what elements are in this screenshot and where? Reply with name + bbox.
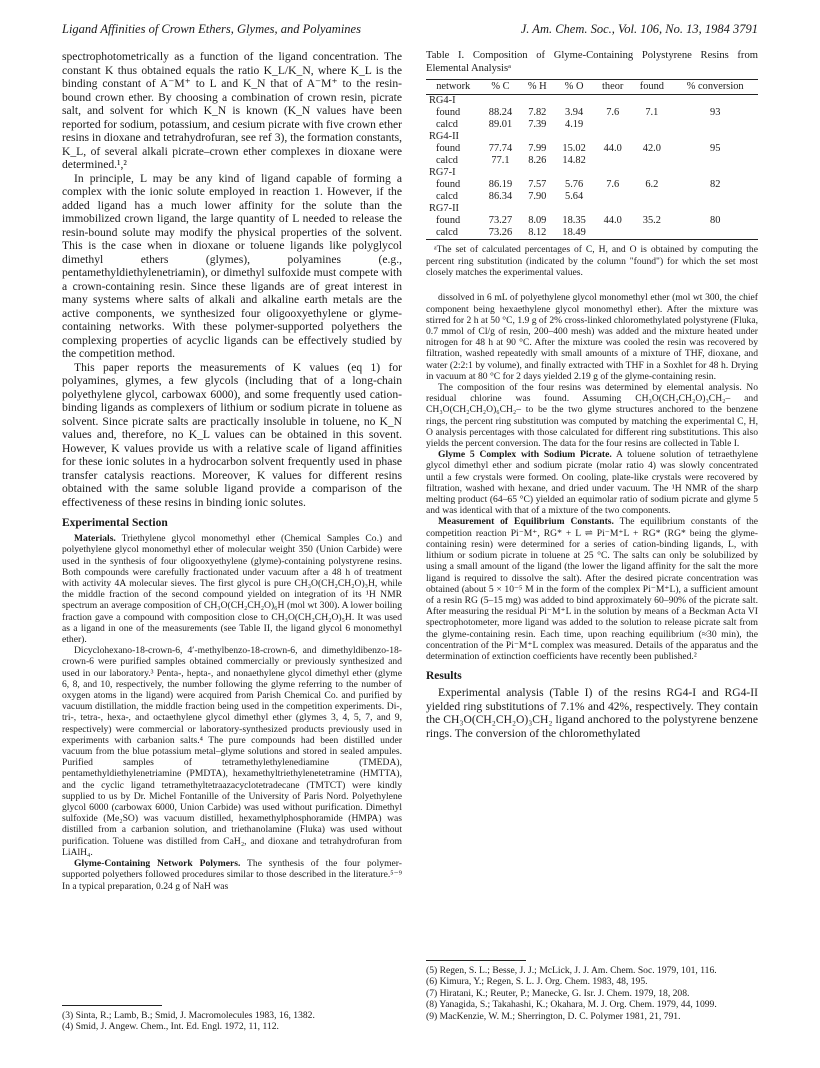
reference: (9) MacKenzie, W. M.; Sherrington, D. C. Polymer 1981, 21, 791. <box>426 1010 681 1022</box>
table-row <box>426 203 758 215</box>
paragraph-text: The equilibrium constants of the competition reaction Pi⁻M⁺, RG* + L ⇌ Pi⁻M⁺L + RG* (RG* being the glyme-containing resin) were determined for a series of cation-binding ligands, L, with lithium or sodium picrate in toluene at 25 °C. The salts can only be solubilized by using a small amount of the ligand (the lower the ligand affinity for the salt the more ligand is required to dissolve the salt). After the desired picrate concentration was obtained (about 5 × 10⁻⁵ M in the form of the complex Pi⁻M⁺L), a sufficient amount of a resin RG (5–15 mg) was added to bind approximately 60–90% of the picrate salt. After measuring the residual Pi⁻M⁺L in the solution by means of a Beckman Acta VI spectrophotometer, more ligand was added to the solution to release picrate salt from the glyme-containing resin. Each time, upon reaching equilibrium (≈30 min), the concentration of the Pi⁻M⁺L complex was measured. Details of the apparatus and the determination of extinction coefficients have recently been published.² <box>426 516 759 662</box>
row-label: calcd <box>436 227 458 239</box>
footnote-rule <box>426 960 526 961</box>
table-cell: 80 <box>710 215 721 227</box>
table-row <box>426 191 758 203</box>
table-cell: 3.94 <box>565 107 584 119</box>
table-cell: 73.27 <box>488 215 513 227</box>
table-cell: 86.19 <box>488 179 513 191</box>
table-row <box>426 95 758 108</box>
reference: (3) Sinta, R.; Lamb, B.; Smid, J. Macromolecules 1983, 16, 1382. <box>62 1010 315 1021</box>
table-cell: 7.57 <box>528 179 547 191</box>
section-heading: Experimental Section <box>62 517 168 529</box>
run-in-heading: Measurement of Equilibrium Constants. <box>438 516 614 528</box>
paragraph: In principle, L may be any kind of ligand capable of forming a complex with the ionic solute employed in reaction 1. However, if the added ligand has a much lower affinity for the solute than the immobilized crown ligand, the large quantity of L needed to release the resin-bound solute may modify the physical properties of the solvent. This is the case when in dioxane or toluene ligands like polyglycol dimethyl ethers (glymes), polyamines (e.g., pentamethyldiethylenetriamin), or dimethyl sulfoxide must compete with a crown-containing resin. Since these ligands are of great interest in many systems where salts of alkali and alkaline earth metals are the active components, we synthesized four oligooxyethylene or glyme-containing networks. With these polymer-supported polyethers the complexing properties of acyclic ligands can be effectively studied by the competition method. <box>62 171 402 360</box>
composition-table <box>426 79 758 240</box>
table-cell: 89.01 <box>488 119 513 131</box>
table-cell: 8.09 <box>528 215 547 227</box>
reference: (8) Yanagida, S.; Takahashi, K.; Okahara, M. J. Org. Chem. 1979, 44, 1099. <box>426 999 717 1011</box>
footnote-references <box>426 960 758 1022</box>
table-cell: 8.12 <box>528 227 547 239</box>
table-cell: 14.82 <box>562 155 586 167</box>
reference: (7) Hiratani, K.; Reuter, P.; Manecke, G. Isr. J. Chem. 1979, 18, 208. <box>426 987 690 999</box>
paragraph-text: A toluene solution of tetraethylene glycol dimethyl ether and sodium picrate (molar ratio 4) was slowly concentrated until a few crystals were formed. On cooling, plate-like crystals were recovered by filtration, washed with hexane, and dried under vacuum. The ¹H NMR of the sharp melting product (64–65 °C) yielded an equimolar ratio of sodium picrate and glyme 5 and was identical with that of a mixture of the two components. <box>426 449 758 517</box>
table-cell: 8.26 <box>528 155 547 167</box>
column-header: network <box>436 81 471 92</box>
table-cell: 86.34 <box>488 191 513 203</box>
row-label: found <box>436 107 461 119</box>
column-header: % C <box>491 81 510 92</box>
table-row <box>426 155 758 167</box>
table-cell: 7.82 <box>528 107 547 119</box>
footnote-rule <box>62 1005 162 1006</box>
table-row <box>426 131 758 143</box>
table-cell: 93 <box>710 107 721 119</box>
column-header: theor <box>602 81 624 92</box>
table-row <box>426 143 758 155</box>
row-label: calcd <box>436 191 458 203</box>
table-cell: 82 <box>710 179 721 191</box>
network-name: RG4-I <box>429 95 456 107</box>
table-cell: 73.26 <box>488 227 513 239</box>
table-row <box>426 119 758 131</box>
table-footnote: ᵃThe set of calculated percentages of C, H, and O is obtained by computing the percent ring substitution (indicated by the column "found") for which the set most closely matches the experimental values. <box>426 244 758 279</box>
paragraph-text: The synthesis of the four polymer-supported polyethers followed procedures similar to those described in the literature.⁵⁻⁹ In a typical preparation, 0.24 g of NaH was <box>62 858 402 892</box>
table-row <box>426 107 758 119</box>
column-header: % conversion <box>686 81 744 92</box>
paragraph: This paper reports the measurements of K values (eq 1) for polyamines, glymes, a few glycols (including that of a long-chain polyethylene glycol, carbowax 6000), and some frequently used cation-binding ligands as complexers of lithium or sodium picrate in toluene as solvent. Since picrate salts are practically insoluble in toluene, no K_N values and, therefore, no K_L values can be obtained in this sovent. However, K values provide us with a relative scale of ligand affinities for these ionic solutes in a hydrocarbon solvent frequently used in phase transfer catalysis reactions. Moreover, K values for different resins obtained with the same soluble ligand provide a comparison of the effectiveness of these resins in binding ionic solutes. <box>62 360 402 509</box>
running-title: Ligand Affinities of Crown Ethers, Glymes, and Polyamines <box>62 22 361 36</box>
table-cell: 18.35 <box>562 215 586 227</box>
paragraph: Dicyclohexano-18-crown-6, 4′-methylbenzo-18-crown-6, and dimethyldibenzo-18-crown-6 were purified samples obtained commercially or previously synthesized and used in our laboratory.³ Penta-, hepta-, and nonaethylene glycol dimethyl ether (glyme 6, 8, and 10, respectively, the number following the glyme referring to the number of oxygen atoms in the ligand) were acquired from Parish Chemical Co. and purified by vacuum distillation, the middle fraction being used in the competition experiments. Di-, tri-, tetra-, hexa-, and octaethylene glycol dimethyl ether (glymes 3, 4, 5, 7, and 9, respectively) were commercial or laboratory-synthesized products previously used in experiments with carbanion salts.⁴ The pure compounds had been distilled under vacuum from the blue potassium metal–glyme solutions and stored in sealed ampules. Purified samples of tetramethylethylenediamine (TMEDA), pentamethyldiethylenetriamine (PMDTA), hexamethyltriethylenetetramine (HMTTA), and the cyclic ligand tetramethyltetraazacyclotetradecane (TMTCT) were kindly supplied to us by Dr. Michel Fontanille of the University of Paris Nord. Polyethylene glycol 6000 (carbowax 6000, Union Carbide) was used without purification. Dimethyl sulfoxide (Me₂SO) was vacuum distilled, hexamethylphosphoramide (HMPA) was distilled from a carbanion solution, and triethanolamine (Fluka) was used without purification. Toluene was distilled from CaH₂, and dioxane and tetrahydrofuran from LiAlH₄. <box>62 645 402 858</box>
reference: (4) Smid, J. Angew. Chem., Int. Ed. Engl. 1972, 11, 112. <box>62 1021 279 1033</box>
table-cell: 42.0 <box>642 143 661 155</box>
table-cell: 77.1 <box>491 155 510 167</box>
table-cell: 77.74 <box>488 143 513 155</box>
table-cell: 44.0 <box>603 143 622 155</box>
column-header: % H <box>527 81 547 92</box>
table-row <box>426 167 758 179</box>
row-label: calcd <box>436 119 458 131</box>
paragraph <box>426 516 758 662</box>
table-cell: 88.24 <box>488 107 513 119</box>
paragraph <box>62 858 402 892</box>
table-caption: Table I. Composition of Glyme-Containing Polystyrene Resins from Elemental Analysisᵃ <box>426 50 758 74</box>
running-header <box>62 22 758 40</box>
table-cell: 7.99 <box>528 143 547 155</box>
table-cell: 4.19 <box>565 119 584 131</box>
paragraph: dissolved in 6 mL of polyethylene glycol monomethyl ether (mol wt 300, the chief component being hexaethylene glycol monomethyl ether). After the mixture was stirred for 2 h at 50 °C, 1.9 g of 2% cross-linked chloromethylated polystyrene (Fluka, 0.7 mmol of Cl/g of resin, 200–400 mesh) was added and the mixture heated under nitrogen for 48 h at 90 °C. After the mixture was cooled the resin was recovered by filtration, washed repeatedly with small amounts of a mixture of THF, dioxane, and water (2:2:1 by volume), and finally extracted with THF in a Soxhlet for 48 h. Drying in vacuum at 80 °C for 2 days yielded 2.19 g of the glyme-containing resin. <box>426 292 758 382</box>
table-cell: 15.02 <box>562 143 586 155</box>
run-in-heading: Materials. <box>74 533 116 545</box>
paragraph: The composition of the four resins was determined by elemental analysis. No residual chlorine was found. Assuming CH₃O(CH₂CH₂O)₃CH₂– and CH₃O(CH₂CH₂O)₆CH₂– to be the two glyme structures anchored to the benzene rings, the percent ring substitution was computed by matching the experimental C, H, O analysis percentages with those calculated for different ring substitutions. This also yields the percent conversion. The data for the four resins are collected in Table I. <box>426 382 758 450</box>
table-cell: 7.1 <box>645 107 659 119</box>
section-heading: Results <box>426 670 462 683</box>
row-label: found <box>436 215 461 227</box>
journal-citation: J. Am. Chem. Soc., Vol. 106, No. 13, 1984 3791 <box>520 22 758 36</box>
row-label: found <box>436 143 461 155</box>
table-cell: 7.39 <box>528 119 547 131</box>
run-in-heading: Glyme 5 Complex with Sodium Picrate. <box>438 449 612 461</box>
row-label: calcd <box>436 155 458 167</box>
run-in-heading: Glyme-Containing Network Polymers. <box>74 858 241 870</box>
network-name: RG4-II <box>429 131 460 143</box>
table-cell: 7.90 <box>528 191 547 203</box>
table-cell: 7.6 <box>606 179 620 191</box>
table-row <box>426 227 758 240</box>
table-cell: 7.6 <box>606 107 620 119</box>
paragraph: spectrophotometrically as a function of the ligand concentration. The constant K thus obtained equals the ratio K_L/K_N, where K_L is the binding constant of A⁻M⁺ to L and K_N that of A⁻M⁺ to the resin-bound crown ether. By choosing a combination of crown resin, picrate salt, and solvent for which K_N is known (K_N values have been reported for sodium, potassium, and cesium picrate with five crown ether resins in dioxane and tetrahydrofuran, see ref 3), the formation constants, K_L, of several alkali picrate–crown ether complexes in dioxane were determined.¹,² <box>62 50 402 171</box>
network-name: RG7-II <box>429 203 460 215</box>
column-header: % O <box>564 81 584 92</box>
paragraph <box>62 533 402 645</box>
table-cell: 18.49 <box>562 227 586 239</box>
reference: (5) Regen, S. L.; Besse, J. J.; McLick, J. J. Am. Chem. Soc. 1979, 101, 116. <box>426 965 717 976</box>
paragraph-text: Triethylene glycol monomethyl ether (Chemical Samples Co.) and polyethylene glycol monomethyl ether of molecular weight 350 (Union Carbide) were used in the synthesis of four oligooxyethylene (glyme)-containing polystyrene resins. Both compounds were carefully fractionated under vacuum after a 48 h of treatment with activity 4A molecular sieves. The first glycol is pure CH₃O(CH₂CH₂O)₃H, while the middle fraction of the second compound yielded on integration of its ¹H NMR spectrum an average composition of CH₃O(CH₂CH₂O)₆H (mol wt 300). A lower boiling fraction gave a compound with composition close to CH₃O(CH₂CH₂O)₅H. It was used as a ligand in one of the measurements (see Table II, the ligand glycol 6 monomethyl ether). <box>62 533 402 646</box>
reference: (6) Kimura, Y.; Regen, S. L. J. Org. Chem. 1983, 48, 195. <box>426 976 648 988</box>
right-column <box>426 50 758 740</box>
table-cell: 6.2 <box>645 179 659 191</box>
table-cell: 95 <box>710 143 721 155</box>
row-label: found <box>436 179 461 191</box>
network-name: RG7-I <box>429 167 456 179</box>
column-header: found <box>639 81 664 92</box>
table-cell: 35.2 <box>642 215 661 227</box>
paragraph <box>426 449 758 516</box>
left-column <box>62 50 402 892</box>
table-row <box>426 215 758 227</box>
table-cell: 5.64 <box>565 191 584 203</box>
paragraph: Experimental analysis (Table I) of the resins RG4-I and RG4-II yielded ring substitutions of 7.1% and 42%, respectively. They contain the CH₃O(CH₂CH₂O)₃CH₂ ligand anchored to the polystyrene benzene rings. The conversion of the chloromethylated <box>426 686 758 740</box>
table-cell: 5.76 <box>565 179 584 191</box>
table-row <box>426 179 758 191</box>
table-cell: 44.0 <box>603 215 622 227</box>
footnote-references <box>62 1005 402 1033</box>
